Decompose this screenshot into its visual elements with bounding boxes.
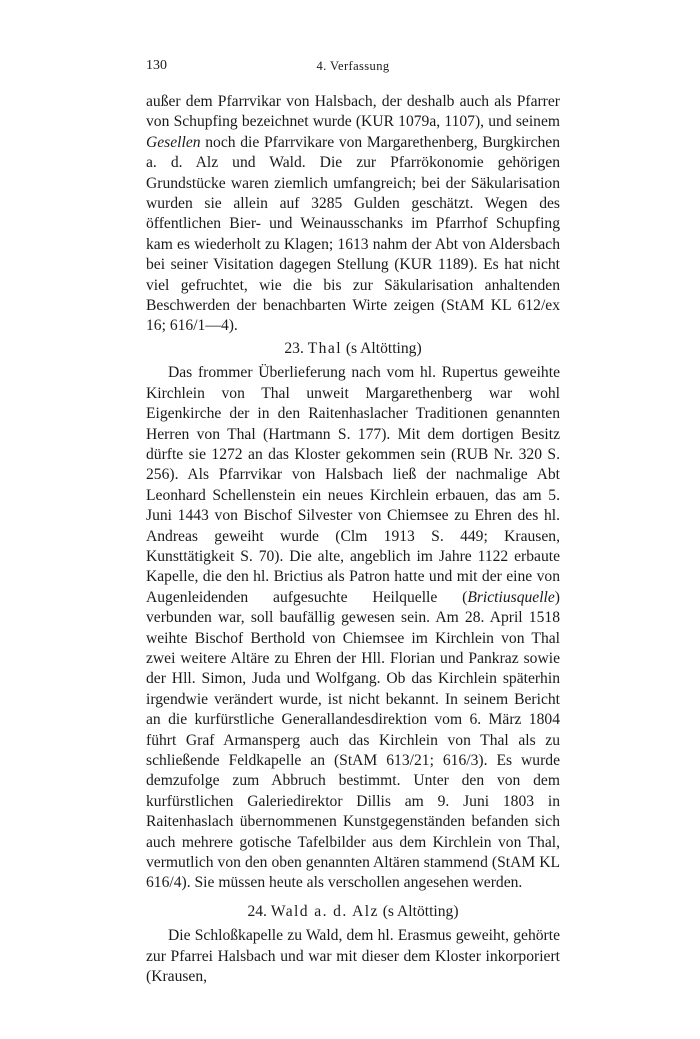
section-heading-23 [146, 339, 560, 359]
italic-term: Brictiusquelle [467, 588, 555, 606]
page-number: 130 [146, 58, 167, 73]
section-24-paragraph: Die Schloßkapelle zu Wald, dem hl. Erasmus geweiht, gehörte zur Pfarrei Halsbach und war mit dieser dem Kloster inkorporiert (Krausen, [146, 927, 560, 986]
section-name: Thal [307, 339, 342, 357]
section-name: Wald a. d. Alz [270, 902, 379, 920]
body-text [146, 92, 560, 987]
section-number: 24. [247, 902, 267, 920]
italic-term: Gesellen [146, 133, 201, 151]
section-heading-24 [146, 902, 560, 922]
section-23-paragraph: Das frommer Überlieferung nach vom hl. Rupertus geweihte Kirchlein von Thal unweit Margarethenberg war wohl Eigenkirche der in den Raitenhaslacher Traditionen genannten Herren von Thal (Hartmann S. 177). Mit dem dortigen Besitz dürfte sie 1272 an das Kloster gekommen sein (RUB Nr. 320 S. 256). Als Pfarrvikar von Halsbach ließ der nachmalige Abt Leonhard Schellenstein ein neues Kirchlein erbauen, das am 5. Juni 1443 von Bischof Silvester von Chiemsee zu Ehren des hl. Andreas geweiht wurde (Clm 1913 S. 449; Krausen, Kunsttätigkeit S. 70). Die alte, angeblich im Jahre 1122 erbaute Kapelle, die den hl. Brictius als Patron hatte und mit der eine von Augenleidenden aufgesuchte Heilquelle (Brictiusquelle) verbunden war, soll baufällig gewesen sein. Am 28. April 1518 weihte Bischof Berthold von Chiemsee im Kirchlein von Thal zwei weitere Altäre zu Ehren der Hll. Florian und Pankraz sowie der Hll. Simon, Juda und Wolfgang. Ob das Kirchlein späterhin irgendwie verändert wurde, ist nicht bekannt. In seinem Bericht an die kurfürstliche Generallandesdirektion vom 6. März 1804 führt Graf Armansperg auch das Kirchlein von Thal als zu schließende Feldkapelle an (StAM 613/21; 616/3). Es wurde demzufolge zum Abbruch bestimmt. Unter den von dem kurfürstlichen Galeriedirektor Dillis am 9. Juni 1803 in Raitenhaslach übernommenen Kunstgegenständen befanden sich auch mehrere gotische Tafelbilder aus dem Kirchlein von Thal, vermutlich von den oben genannten Altären stammend (StAM KL 616/4). Sie müssen heute als verschollen angesehen werden. [146, 364, 560, 892]
section-number: 23. [284, 339, 304, 357]
paragraph-continuation: außer dem Pfarrvikar von Halsbach, der deshalb auch als Pfarrer von Schupfing bezeichnet wurde (KUR 1079a, 1107), und seinem Gesellen noch die Pfarrvikare von Margarethenberg, Burgkirchen a. d. Alz und Wald. Die zur Pfarrökonomie gehörigen Grundstücke waren ziemlich umfangreich; bei der Säkularisation wurden sie allein auf 3285 Gulden geschätzt. Wegen des öffentlichen Bier- und Weinausschanks im Pfarrhof Schupfing kam es wiederholt zu Klagen; 1613 nahm der Abt von Aldersbach bei seiner Visitation dagegen Stellung (KUR 1189). Es hat nicht viel gefruchtet, wie die bis zur Säkularisation anhaltenden Beschwerden der benachbarten Wirte zeigen (StAM KL 612/ex 16; 616/1—4). [146, 93, 560, 335]
section-location: (s Altötting) [382, 902, 459, 920]
page-header [146, 58, 560, 78]
section-location: (s Altötting) [345, 339, 422, 357]
running-head: 4. Verfassung [316, 59, 390, 73]
